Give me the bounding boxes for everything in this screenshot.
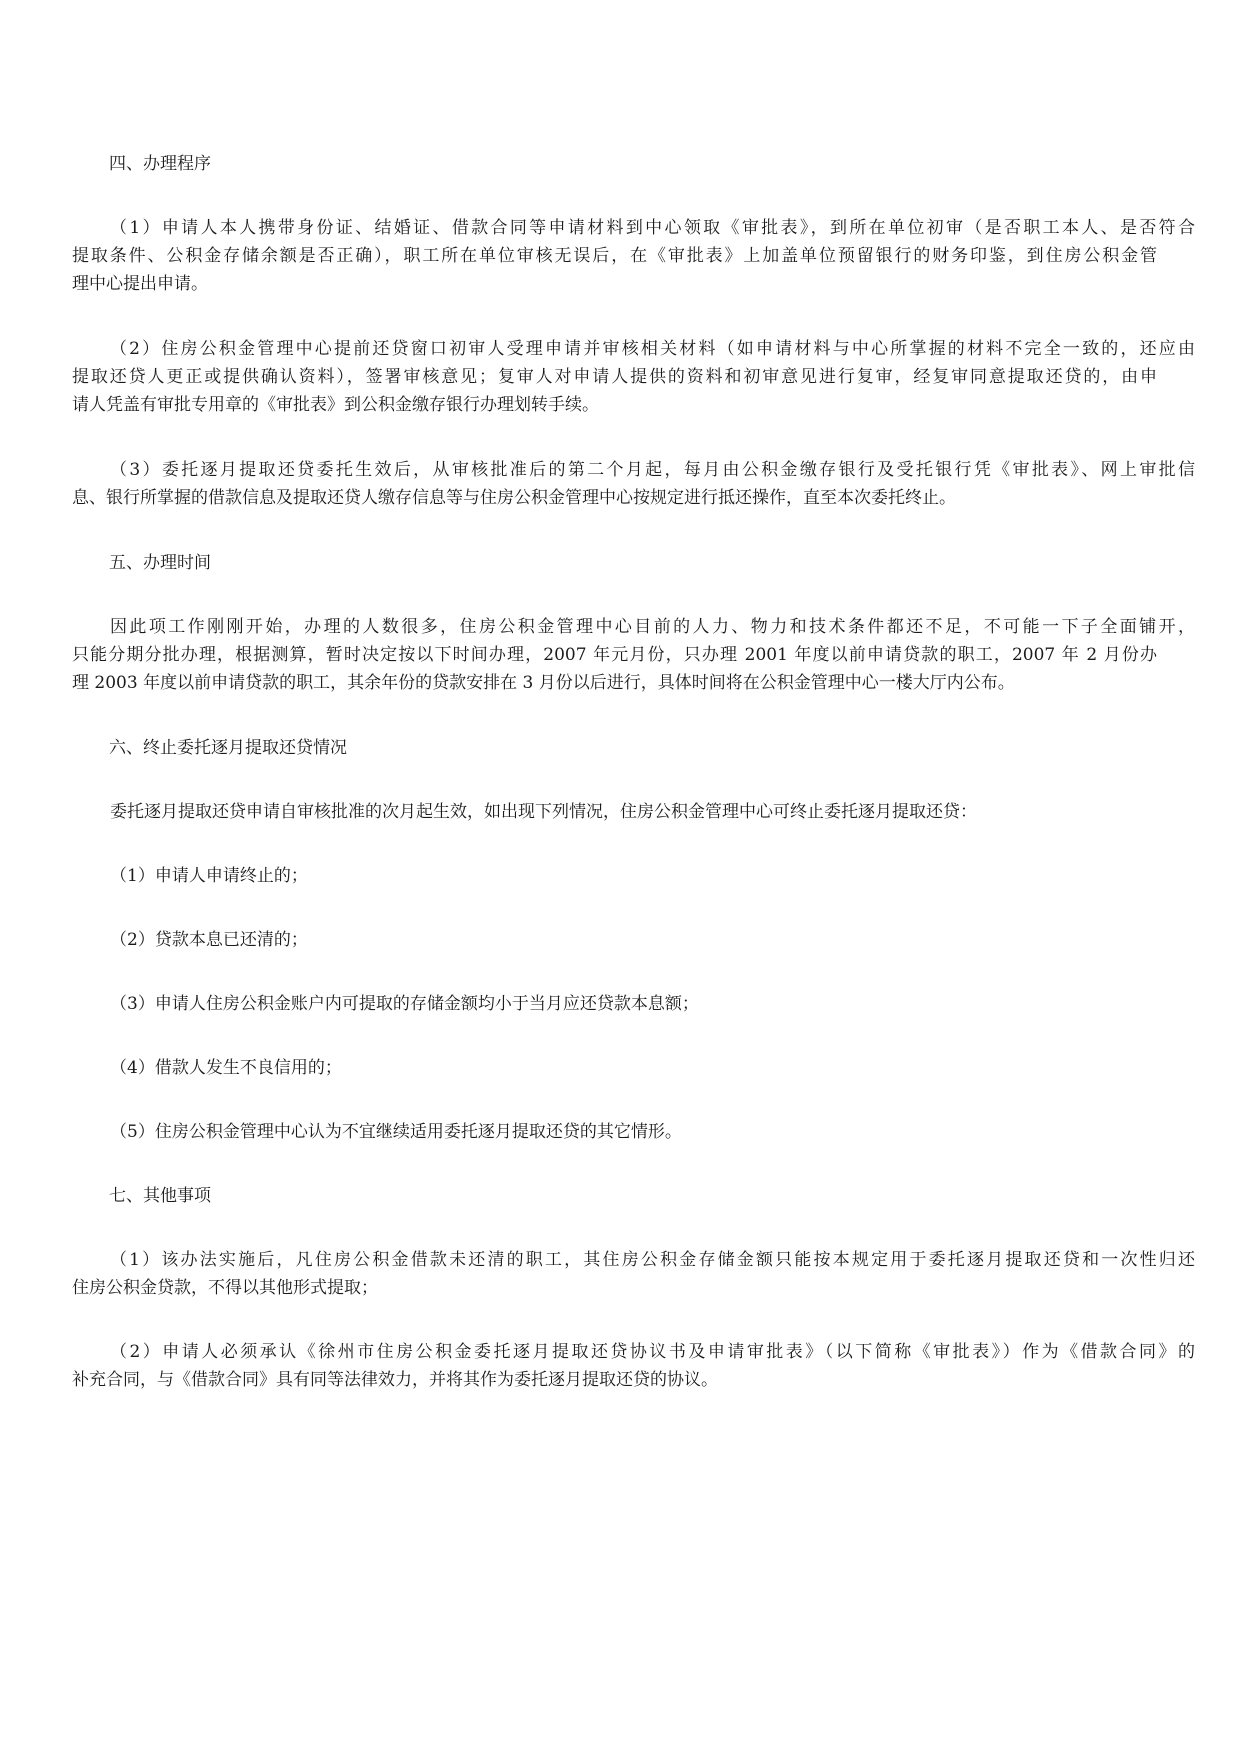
- paragraph-line: 理 2003 年度以前申请贷款的职工，其余年份的贷款安排在 3 月份以后进行，具体时间将在公积金管理中心一楼大厅内公布。: [72, 673, 1015, 693]
- paragraph-line: 住房公积金贷款，不得以其他形式提取；: [72, 1278, 378, 1298]
- paragraph-line: （1）该办法实施后，凡住房公积金借款未还清的职工，其住房公积金存储金额只能按本规定用于委托逐月提取还贷和一次性归还: [110, 1250, 1195, 1270]
- paragraph-line: 提取条件、公积金存储余额是否正确），职工所在单位审核无误后，在《审批表》上加盖单位预留银行的财务印鉴，到住房公积金管: [72, 246, 1157, 266]
- paragraph-line: （1）申请人本人携带身份证、结婚证、借款合同等申请材料到中心领取《审批表》，到所在单位初审（是否职工本人、是否符合: [110, 218, 1195, 238]
- section-heading-5: 五、办理时间: [109, 553, 211, 573]
- paragraph-line: 因此项工作刚刚开始，办理的人数很多，住房公积金管理中心目前的人力、物力和技术条件都还不足，不可能一下子全面铺开，: [110, 617, 1195, 637]
- paragraph-line: （3）委托逐月提取还贷委托生效后，从审核批准后的第二个月起，每月由公积金缴存银行及受托银行凭《审批表》、网上审批信: [110, 460, 1195, 480]
- section-heading-4: 四、办理程序: [109, 154, 211, 174]
- list-item: （2）贷款本息已还清的；: [110, 930, 308, 950]
- paragraph-line: 只能分期分批办理，根据测算，暂时决定按以下时间办理，2007 年元月份，只办理 2001 年度以前申请贷款的职工，2007 年 2 月份办: [72, 645, 1157, 665]
- paragraph-line: （2）住房公积金管理中心提前还贷窗口初审人受理申请并审核相关材料（如申请材料与中心所掌握的材料不完全一致的，还应由: [110, 339, 1195, 359]
- paragraph-line: 息、银行所掌握的借款信息及提取还贷人缴存信息等与住房公积金管理中心按规定进行抵还操作，直至本次委托终止。: [72, 488, 956, 508]
- list-item: （3）申请人住房公积金账户内可提取的存储金额均小于当月应还贷款本息额；: [110, 994, 699, 1014]
- paragraph-line: 补充合同，与《借款合同》具有同等法律效力，并将其作为委托逐月提取还贷的协议。: [72, 1370, 718, 1390]
- list-item: （1）申请人申请终止的；: [110, 866, 308, 886]
- paragraph-line: 委托逐月提取还贷申请自审核批准的次月起生效，如出现下列情况，住房公积金管理中心可终止委托逐月提取还贷：: [110, 802, 977, 822]
- section-heading-7: 七、其他事项: [109, 1186, 211, 1206]
- paragraph-line: （2）申请人必须承认《徐州市住房公积金委托逐月提取还贷协议书及申请审批表》（以下简称《审批表》）作为《借款合同》的: [110, 1342, 1195, 1362]
- paragraph-line: 请人凭盖有审批专用章的《审批表》到公积金缴存银行办理划转手续。: [72, 395, 599, 415]
- paragraph-line: 理中心提出申请。: [72, 274, 208, 294]
- list-item: （4）借款人发生不良信用的；: [110, 1058, 342, 1078]
- section-heading-6: 六、终止委托逐月提取还贷情况: [109, 738, 347, 758]
- paragraph-line: 提取还贷人更正或提供确认资料），签署审核意见；复审人对申请人提供的资料和初审意见进行复审，经复审同意提取还贷的，由申: [72, 367, 1157, 387]
- list-item: （5）住房公积金管理中心认为不宜继续适用委托逐月提取还贷的其它情形。: [110, 1122, 682, 1142]
